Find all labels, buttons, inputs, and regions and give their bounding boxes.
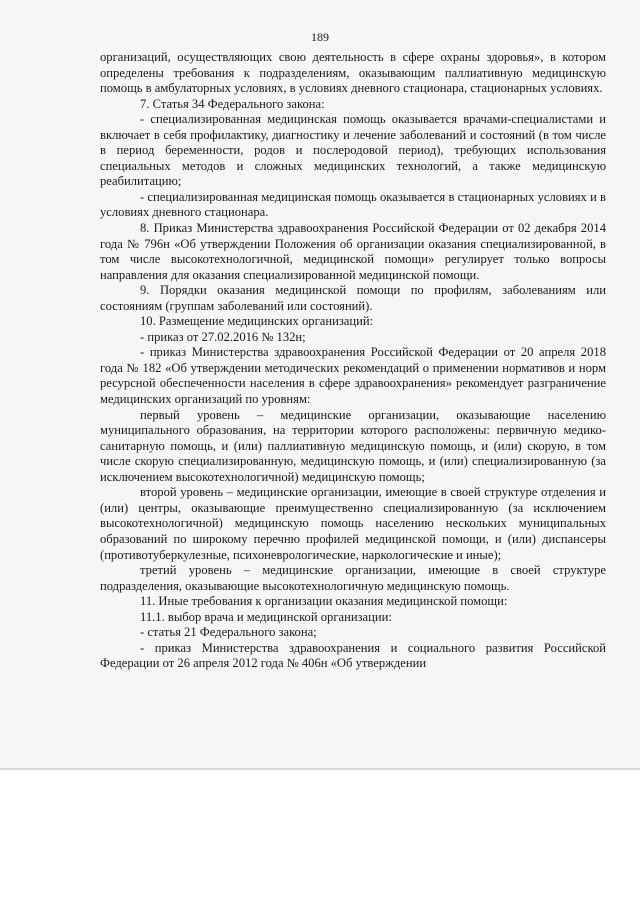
paragraph-1: 7. Статья 34 Федерального закона:: [140, 96, 325, 111]
paragraph-12: 11. Иные требования к организации оказания медицинской помощи:: [140, 594, 508, 609]
document-body: [100, 50, 606, 672]
paragraph-9: первый уровень – медицинские организации, оказывающие населению муниципального образования, на территории которого расположены: первичную медико-санитарную помощь, и (или) паллиативную медицинскую помощь, и (или) скорую, в том числе скорую специализированную, медицинскую помощь, и (или) специализированную (за исключением высокотехнологичной) медицинскую помощь;: [100, 407, 606, 484]
paragraph-10: второй уровень – медицинские организации, имеющие в своей структуре отделения и (или) центры, оказывающие преимущественно специализированную (за исключением высокотехнологичной) медицинскую помощь населению нескольких муниципальных образований по широкому перечню профилей медицинской помощи, и (или) диспансеры (противотуберкулезные, психоневрологические, наркологические и иные);: [100, 485, 606, 562]
paragraph-2: - специализированная медицинская помощь оказывается врачами-специалистами и включает в себя профилактику, диагностику и лечение заболеваний и состояний (в том числе в период беременности, родов и послеродовой период), требующих использования специальных методов и сложных медицинских технологий, а также медицинскую реабилитацию;: [100, 112, 606, 189]
blank-margin: [0, 770, 640, 905]
paragraph-0: организаций, осуществляющих свою деятельность в сфере охраны здоровья», в котором определены требования к подразделениям, оказывающим паллиативную медицинскую помощь в амбулаторных условиях, в условиях дневного стационара, стационарных условиях.: [100, 50, 606, 96]
paragraph-13: 11.1. выбор врача и медицинской организации:: [140, 609, 392, 624]
paragraph-5: 9. Порядки оказания медицинской помощи по профилям, заболеваниям или состояниям (группам заболеваний или состояний).: [100, 283, 606, 313]
paragraph-3: - специализированная медицинская помощь оказывается в стационарных условиях и в условиях дневного стационара.: [100, 189, 606, 220]
paragraph-4: 8. Приказ Министерства здравоохранения Российской Федерации от 02 декабря 2014 года № 796н «Об утверждении Положения об организации оказания специализированной, в том числе высокотехнологичной, медицинской помощи» регулирует только вопросы направления для оказания специализированной медицинской помощи.: [100, 221, 606, 282]
page-number: 189: [311, 30, 329, 44]
paragraph-8: - приказ Министерства здравоохранения Российской Федерации от 20 апреля 2018 года № 182 «Об утверждении методических рекомендаций о применении нормативов и норм ресурсной обеспеченности населения в сфере здравоохранения» рекомендует разграничение медицинских организаций по уровням:: [100, 345, 606, 407]
paragraph-7: - приказ от 27.02.2016 № 132н;: [140, 329, 306, 344]
paragraph-6: 10. Размещение медицинских организаций:: [140, 314, 374, 329]
paragraph-14: - статья 21 Федерального закона;: [140, 625, 317, 640]
paragraph-11: третий уровень – медицинские организации, имеющие в своей структуре подразделения, оказывающие высокотехнологичную медицинскую помощь.: [100, 563, 606, 593]
paragraph-15: - приказ Министерства здравоохранения и социального развития Российской Федерации от 26 апреля 2012 года № 406н «Об утверждении: [100, 640, 606, 671]
